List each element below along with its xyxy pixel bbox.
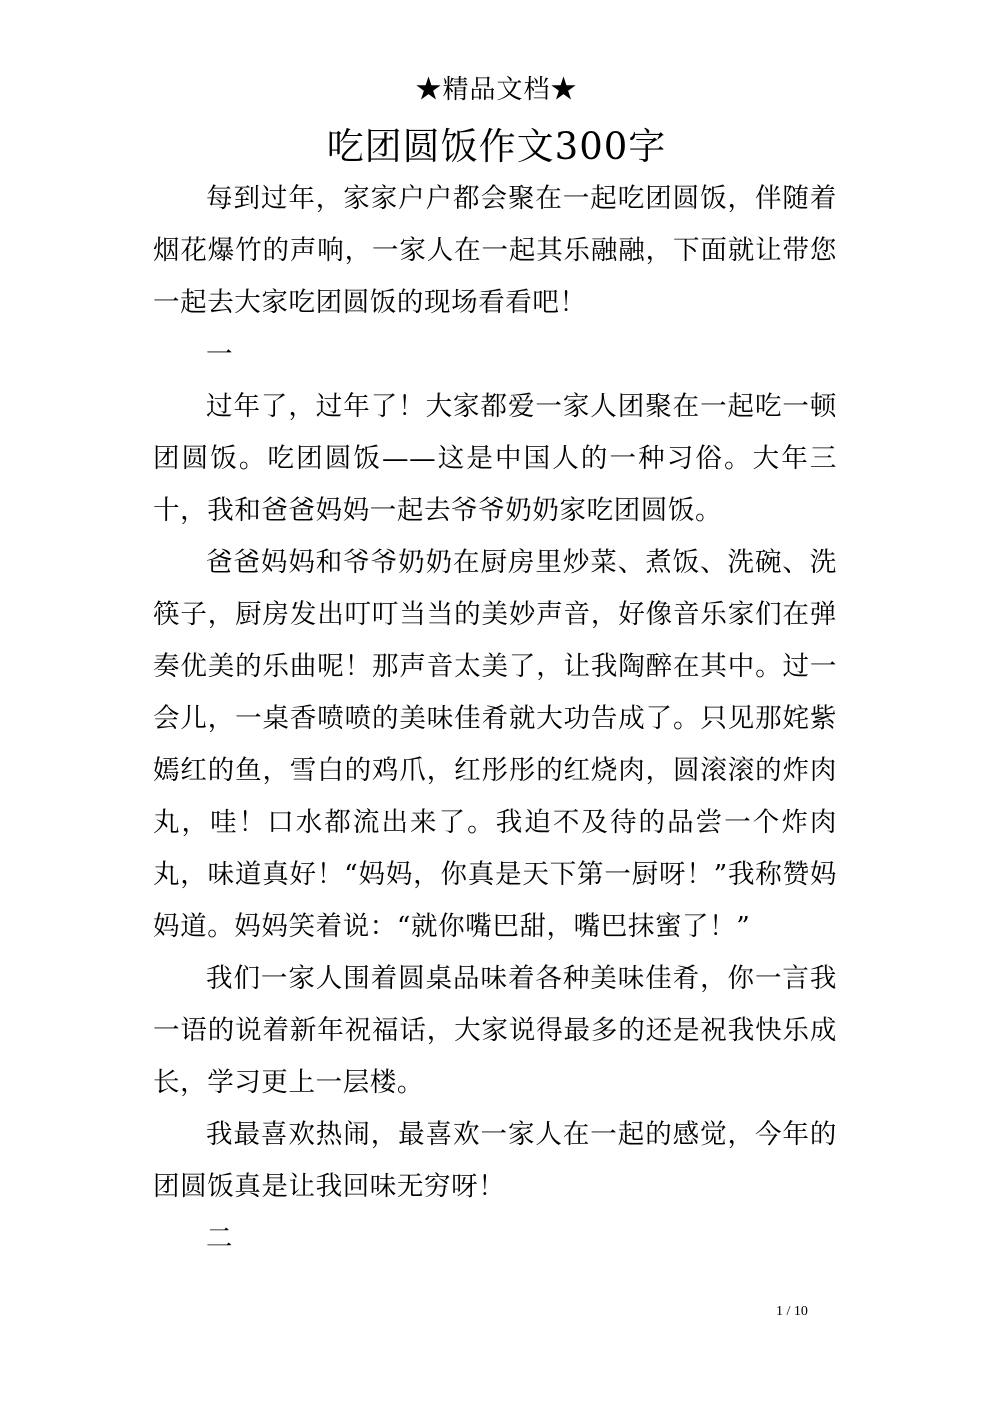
page-number: 1 / 10 [776,1304,808,1319]
document-body [153,173,837,1265]
paragraph: 我们一家人围着圆桌品味着各种美味佳肴，你一言我一语的说着新年祝福话，大家说得最多的还是祝我快乐成长，学习更上一层楼。 [153,963,837,1098]
paragraph: 爸爸妈妈和爷爷奶奶在厨房里炒菜、煮饭、洗碗、洗筷子，厨房发出叮叮当当的美妙声音，好像音乐家们在弹奏优美的乐曲呢！那声音太美了，让我陶醉在其中。过一会儿，一桌香喷喷的美味佳肴就大功告成了。只见那姹紫嫣红的鱼，雪白的鸡爪，红彤彤的红烧肉，圆滚滚的炸肉丸，哇！口水都流出来了。我迫不及待的品尝一个炸肉丸，味道真好！“妈妈，你真是天下第一厨呀！”我称赞妈妈道。妈妈笑着说：“就你嘴巴甜，嘴巴抹蜜了！” [153,547,837,942]
paragraph: 我最喜欢热闹，最喜欢一家人在一起的感觉，今年的团圆饭真是让我回味无穷呀！ [153,1119,837,1202]
section-heading-one: 一 [206,339,234,370]
document-header: ★精品文档★ [415,75,578,105]
page-title: 吃团圆饭作文300字 [326,125,667,168]
section-heading-two: 二 [206,1223,234,1254]
paragraph-intro: 每到过年，家家户户都会聚在一起吃团圆饭，伴随着烟花爆竹的声响，一家人在一起其乐融融，下面就让带您一起去大家吃团圆饭的现场看看吧！ [153,183,837,318]
paragraph: 过年了，过年了！大家都爱一家人团聚在一起吃一顿团圆饭。吃团圆饭——这是中国人的一种习俗。大年三十，我和爸爸妈妈一起去爷爷奶奶家吃团圆饭。 [153,391,837,526]
